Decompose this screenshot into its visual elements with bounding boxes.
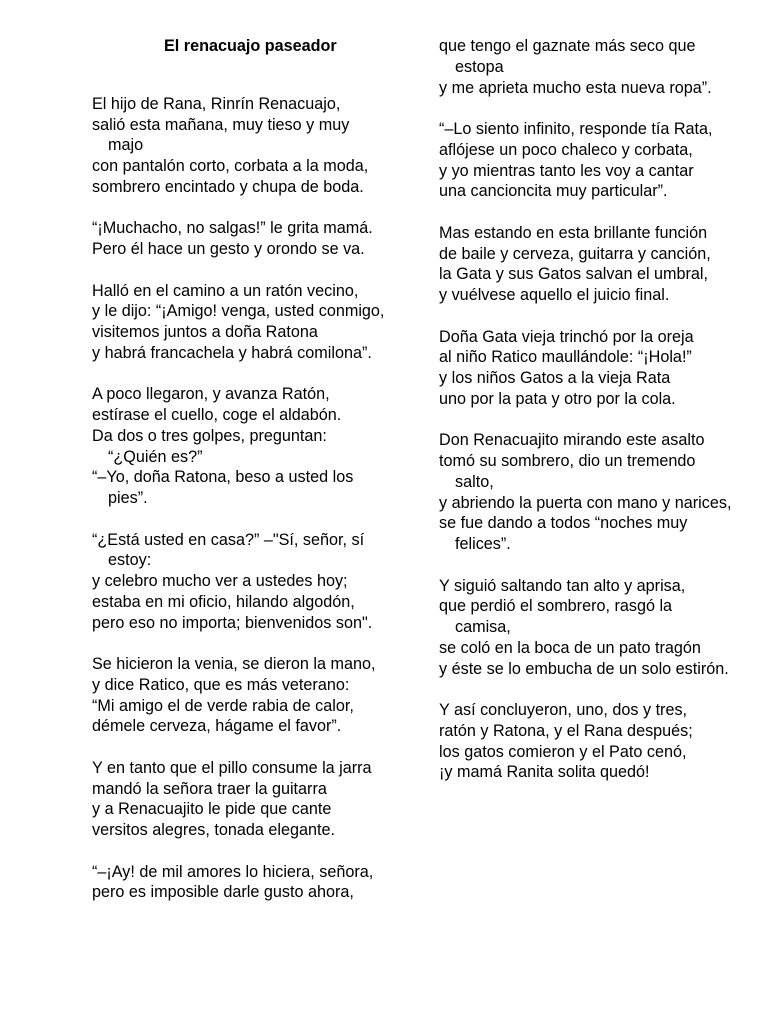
verse-line: y a Renacuajito le pide que cante: [92, 800, 332, 819]
stanza: [92, 384, 422, 509]
verse-line: al niño Ratico maullándole: “¡Hola!”: [439, 348, 692, 367]
left-column: [92, 36, 422, 903]
verse-line: y dice Ratico, que es más veterano:: [92, 675, 350, 694]
verse-line: Y en tanto que el pillo consume la jarra: [92, 758, 372, 777]
verse-line: Da dos o tres golpes, preguntan:: [92, 426, 327, 445]
verse-line: una cancioncita muy particular”.: [439, 182, 668, 201]
verse-line: démele cerveza, hágame el favor”.: [92, 717, 342, 736]
verse-line: ¡y mamá Ranita solita quedó!: [439, 763, 650, 782]
verse-line: y los niños Gatos a la vieja Rata: [439, 369, 671, 387]
verse-line: “Mi amigo el de verde rabia de calor,: [92, 696, 354, 715]
verse-line: de baile y cerveza, guitarra y canción,: [439, 244, 711, 263]
verse-line: Don Renacuajito mirando este asalto: [439, 431, 705, 450]
verse-line: pies”.: [108, 489, 148, 507]
stanza: [439, 700, 764, 783]
verse-line: y habrá francachela y habrá comilona”.: [92, 343, 372, 362]
verse-line: se fue dando a todos “noches muy: [439, 514, 688, 533]
verse-line: se coló en la boca de un pato tragón: [439, 638, 701, 657]
verse-line: los gatos comieron y el Pato cenó,: [439, 742, 687, 761]
verse-line: Y siguió saltando tan alto y aprisa,: [439, 576, 686, 595]
right-column: [439, 36, 764, 783]
verse-line: Se hicieron la venia, se dieron la mano,: [92, 655, 376, 673]
stanza: [439, 223, 764, 306]
verse-line: pero eso no importa; bienvenidos son".: [92, 613, 373, 632]
stanza: [92, 218, 422, 260]
verse-line: estoy:: [108, 551, 152, 570]
verse-line: Halló en el camino a un ratón vecino,: [92, 281, 359, 300]
verse-line: que perdió el sombrero, rasgó la: [439, 597, 673, 616]
stanza: [92, 530, 422, 634]
stanza: [92, 281, 422, 364]
verse-line: Y así concluyeron, uno, dos y tres,: [439, 701, 688, 719]
verse-line: con pantalón corto, corbata a la moda,: [92, 157, 369, 175]
verse-line: y vuélvese aquello el juicio final.: [439, 286, 670, 304]
verse-line: ratón y Ratona, y el Rana después;: [439, 721, 693, 740]
verse-line: Pero él hace un gesto y orondo se va.: [92, 240, 365, 258]
verse-line: tomó su sombrero, dio un tremendo: [439, 452, 696, 470]
verse-line: Doña Gata vieja trinchó por la oreja: [439, 327, 694, 346]
verse-line: “¡Muchacho, no salgas!” le grita mamá.: [92, 219, 373, 238]
stanza: [439, 430, 764, 555]
verse-line: pero es imposible darle gusto ahora,: [92, 883, 354, 902]
verse-line: felices”.: [455, 535, 511, 553]
verse-line: y celebro mucho ver a ustedes hoy;: [92, 572, 348, 590]
verse-line: y le dijo: “¡Amigo! venga, usted conmigo,: [92, 302, 385, 321]
verse-line: estaba en mi oficio, hilando algodón,: [92, 592, 355, 611]
verse-line: “¿Quién es?”: [108, 447, 203, 466]
verse-line: “¿Está usted en casa?” –"Sí, señor, sí: [92, 530, 365, 549]
verse-line: estírase el cuello, coge el aldabón.: [92, 406, 342, 424]
stanza: [439, 119, 764, 202]
verse-line: y me aprieta mucho esta nueva ropa”.: [439, 78, 712, 97]
verse-line: camisa,: [455, 618, 511, 636]
verse-line: que tengo el gaznate más seco que: [439, 37, 696, 55]
stanza: [92, 654, 422, 737]
stanza: [439, 36, 764, 98]
verse-line: la Gata y sus Gatos salvan el umbral,: [439, 265, 709, 284]
verse-line: y yo mientras tanto les voy a cantar: [439, 161, 694, 180]
verse-line: “–Yo, doña Ratona, beso a usted los: [92, 468, 354, 487]
verse-line: “–Lo siento infinito, responde tía Rata,: [439, 120, 713, 138]
stanza: [92, 758, 422, 841]
stanza: [439, 327, 764, 410]
verse-line: estopa: [455, 57, 504, 76]
verse-line: salió esta mañana, muy tieso y muy: [92, 115, 350, 134]
verse-line: salto,: [455, 472, 494, 491]
stanza: [439, 576, 764, 680]
verse-line: versitos alegres, tonada elegante.: [92, 821, 335, 839]
verse-line: mandó la señora traer la guitarra: [92, 779, 327, 798]
verse-line: visitemos juntos a doña Ratona: [92, 323, 318, 341]
stanza: [92, 94, 422, 198]
stanza: [92, 862, 422, 904]
verse-line: Mas estando en esta brillante función: [439, 223, 708, 242]
verse-line: majo: [108, 136, 144, 155]
verse-line: y éste se lo embucha de un solo estirón.: [439, 659, 729, 678]
verse-line: y abriendo la puerta con mano y narices,: [439, 493, 732, 512]
verse-line: “–¡Ay! de mil amores lo hiciera, señora,: [92, 862, 374, 881]
poem-title: El renacuajo paseador: [164, 37, 337, 55]
verse-line: A poco llegaron, y avanza Ratón,: [92, 385, 330, 404]
verse-line: aflójese un poco chaleco y corbata,: [439, 140, 693, 159]
verse-line: sombrero encintado y chupa de boda.: [92, 177, 364, 196]
verse-line: uno por la pata y otro por la cola.: [439, 389, 676, 408]
verse-line: El hijo de Rana, Rinrín Renacuajo,: [92, 94, 341, 113]
